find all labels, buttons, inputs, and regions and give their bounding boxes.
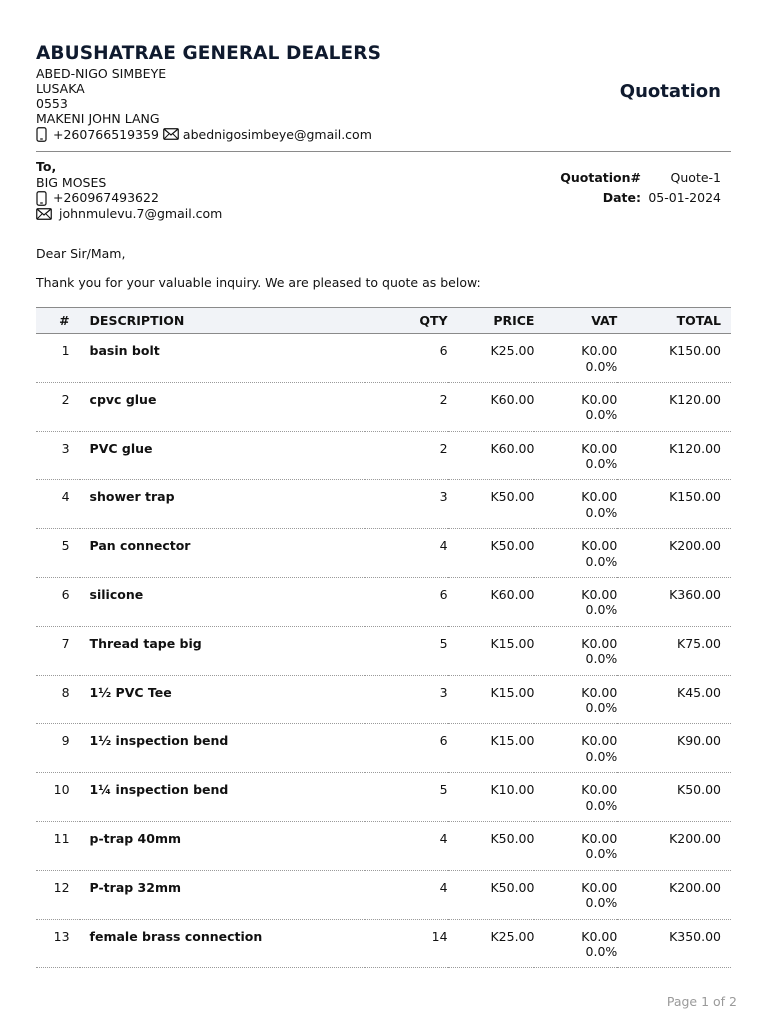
table-row (36, 919, 731, 968)
row-vat (534, 675, 617, 724)
row-description: P-trap 32mm (80, 870, 365, 919)
envelope-icon (163, 128, 179, 140)
vat-amount: K0.00 (581, 635, 618, 651)
intro-text: Thank you for your valuable inquiry. We are pleased to quote as below: (36, 275, 481, 290)
table-row (36, 431, 731, 480)
vat-amount: K0.00 (581, 733, 618, 749)
greeting: Dear Sir/Mam, (36, 246, 126, 261)
row-vat (534, 577, 617, 626)
row-price: K15.00 (448, 626, 535, 675)
table-row (36, 382, 731, 431)
vat-rate: 0.0% (585, 748, 618, 764)
mobile-phone-icon (36, 127, 47, 142)
row-description: 1½ PVC Tee (80, 675, 365, 724)
mobile-phone-icon (36, 191, 47, 206)
row-description: 1¼ inspection bend (80, 773, 365, 822)
row-vat (534, 382, 617, 431)
row-vat (534, 626, 617, 675)
vat-amount: K0.00 (581, 489, 618, 505)
row-price: K50.00 (448, 529, 535, 578)
row-number: 13 (36, 919, 80, 968)
row-qty: 6 (365, 724, 448, 773)
row-number: 4 (36, 480, 80, 529)
row-price: K15.00 (448, 724, 535, 773)
row-vat (534, 870, 617, 919)
row-description: basin bolt (80, 334, 365, 383)
recipient-email: johnmulevu.7@gmail.com (59, 206, 223, 222)
table-row (36, 870, 731, 919)
row-description: cpvc glue (80, 382, 365, 431)
table-row (36, 480, 731, 529)
row-number: 8 (36, 675, 80, 724)
row-total: K200.00 (617, 529, 731, 578)
envelope-icon (36, 208, 52, 220)
vat-amount: K0.00 (581, 586, 618, 602)
vat-rate: 0.0% (585, 944, 618, 960)
row-price: K60.00 (448, 431, 535, 480)
row-total: K150.00 (617, 334, 731, 383)
row-number: 2 (36, 382, 80, 431)
row-price: K50.00 (448, 480, 535, 529)
row-number: 10 (36, 773, 80, 822)
table-row (36, 529, 731, 578)
row-price: K15.00 (448, 675, 535, 724)
vat-amount: K0.00 (581, 782, 618, 798)
row-number: 5 (36, 529, 80, 578)
row-qty: 4 (365, 529, 448, 578)
quotation-date-label: Date: (602, 190, 641, 205)
table-row (36, 675, 731, 724)
vat-rate: 0.0% (585, 651, 618, 667)
recipient-name: BIG MOSES (36, 174, 107, 190)
table-row (36, 626, 731, 675)
row-number: 9 (36, 724, 80, 773)
row-total: K50.00 (617, 773, 731, 822)
row-qty: 5 (365, 773, 448, 822)
row-total: K150.00 (617, 480, 731, 529)
recipient-label: To, (36, 159, 57, 174)
row-number: 7 (36, 626, 80, 675)
row-total: K360.00 (617, 577, 731, 626)
company-address (36, 66, 372, 142)
row-price: K50.00 (448, 870, 535, 919)
row-total: K75.00 (617, 626, 731, 675)
quotation-number-label: Quotation# (560, 170, 641, 185)
row-qty: 6 (365, 577, 448, 626)
row-total: K120.00 (617, 382, 731, 431)
row-qty: 4 (365, 870, 448, 919)
vat-amount: K0.00 (581, 879, 618, 895)
row-qty: 5 (365, 626, 448, 675)
row-description: PVC glue (80, 431, 365, 480)
vat-amount: K0.00 (581, 684, 618, 700)
recipient-phone-row (36, 190, 222, 206)
vat-rate: 0.0% (585, 456, 618, 472)
row-description: female brass connection (80, 919, 365, 968)
vat-rate: 0.0% (585, 797, 618, 813)
header-total: TOTAL (617, 308, 731, 334)
quotation-number-value: Quote-1 (670, 170, 721, 185)
company-email: abednigosimbeye@gmail.com (182, 126, 372, 142)
row-price: K50.00 (448, 821, 535, 870)
row-vat (534, 480, 617, 529)
row-description: shower trap (80, 480, 365, 529)
vat-rate: 0.0% (585, 553, 618, 569)
row-vat (534, 919, 617, 968)
items-table (36, 307, 731, 968)
table-row (36, 773, 731, 822)
row-price: K25.00 (448, 334, 535, 383)
row-price: K10.00 (448, 773, 535, 822)
recipient-email-row (36, 206, 222, 222)
row-number: 6 (36, 577, 80, 626)
row-vat (534, 529, 617, 578)
row-qty: 2 (365, 431, 448, 480)
table-row (36, 724, 731, 773)
vat-rate: 0.0% (585, 846, 618, 862)
row-number: 12 (36, 870, 80, 919)
vat-rate: 0.0% (585, 700, 618, 716)
row-qty: 2 (365, 382, 448, 431)
header-vat: VAT (534, 308, 617, 334)
row-total: K200.00 (617, 821, 731, 870)
vat-amount: K0.00 (581, 343, 618, 358)
vat-amount: K0.00 (581, 830, 618, 846)
header-num: # (36, 308, 80, 334)
company-line: MAKENI JOHN LANG (36, 111, 160, 126)
row-price: K25.00 (448, 919, 535, 968)
header-price: PRICE (448, 308, 535, 334)
recipient-block (36, 159, 222, 222)
vat-amount: K0.00 (581, 928, 618, 944)
vat-amount: K0.00 (581, 391, 618, 407)
table-row (36, 821, 731, 870)
company-line: ABED-NIGO SIMBEYE (36, 66, 167, 81)
row-number: 1 (36, 334, 80, 383)
quotation-number-row (531, 168, 721, 188)
row-description: 1½ inspection bend (80, 724, 365, 773)
document-title: Quotation (619, 81, 721, 102)
row-total: K200.00 (617, 870, 731, 919)
vat-rate: 0.0% (585, 602, 618, 618)
row-total: K45.00 (617, 675, 731, 724)
vat-amount: K0.00 (581, 538, 618, 554)
company-line: 0553 (36, 96, 68, 111)
row-total: K90.00 (617, 724, 731, 773)
row-qty: 4 (365, 821, 448, 870)
row-vat (534, 821, 617, 870)
quotation-meta (531, 168, 721, 208)
row-price: K60.00 (448, 382, 535, 431)
quotation-date-row (531, 188, 721, 208)
row-qty: 14 (365, 919, 448, 968)
row-number: 11 (36, 821, 80, 870)
row-description: Thread tape big (80, 626, 365, 675)
quotation-date-value: 05-01-2024 (648, 190, 721, 205)
vat-rate: 0.0% (585, 504, 618, 520)
company-contact (36, 126, 372, 142)
row-total: K120.00 (617, 431, 731, 480)
recipient-phone: +260967493622 (53, 190, 159, 206)
row-qty: 3 (365, 480, 448, 529)
row-vat (534, 724, 617, 773)
company-name: ABUSHATRAE GENERAL DEALERS (36, 43, 382, 64)
row-qty: 3 (365, 675, 448, 724)
company-line: LUSAKA (36, 81, 85, 96)
row-description: silicone (80, 577, 365, 626)
vat-amount: K0.00 (581, 440, 618, 456)
table-header-row (36, 308, 731, 334)
row-vat (534, 773, 617, 822)
table-row (36, 577, 731, 626)
row-price: K60.00 (448, 577, 535, 626)
row-vat (534, 431, 617, 480)
header-divider (36, 151, 731, 152)
vat-rate: 0.0% (585, 407, 618, 423)
row-qty: 6 (365, 334, 448, 383)
row-vat (534, 334, 617, 383)
table-row (36, 334, 731, 383)
row-total: K350.00 (617, 919, 731, 968)
company-phone: +260766519359 (53, 126, 159, 142)
row-number: 3 (36, 431, 80, 480)
header-qty: QTY (365, 308, 448, 334)
vat-rate: 0.0% (585, 358, 618, 374)
row-description: p-trap 40mm (80, 821, 365, 870)
page-number: Page 1 of 2 (666, 994, 737, 1009)
header-description: DESCRIPTION (80, 308, 365, 334)
row-description: Pan connector (80, 529, 365, 578)
vat-rate: 0.0% (585, 895, 618, 911)
